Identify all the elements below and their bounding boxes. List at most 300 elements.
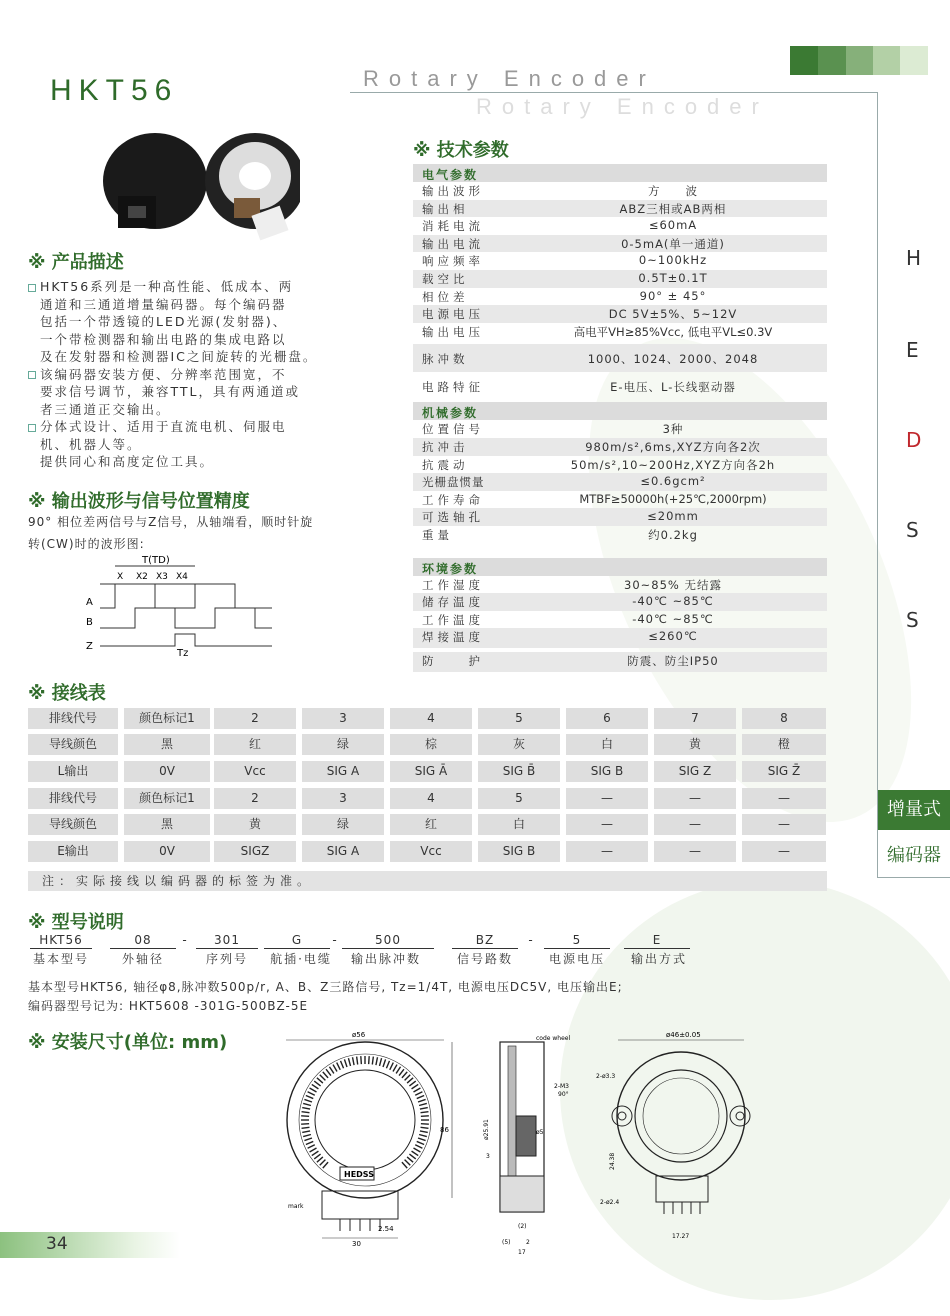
spec-row (413, 611, 827, 629)
spec-row (413, 628, 827, 648)
spec-value: 3种 (662, 422, 684, 437)
code-wheel-slot (393, 1065, 397, 1072)
spec-value: 防震、防尘IP50 (627, 654, 719, 669)
code-wheel-slot (323, 1162, 328, 1168)
code-wheel-slot (421, 1124, 429, 1125)
spec-row (413, 305, 827, 323)
wiring-cell: 白 (478, 814, 560, 835)
wiring-cell: 导线颜色 (28, 734, 118, 755)
waveform-text (28, 511, 313, 555)
spec-value: -40℃ ~85℃ (632, 594, 714, 609)
code-wheel-slot (413, 1088, 420, 1092)
brand-logo: HEDSS (344, 1170, 374, 1179)
code-wheel-slot (386, 1061, 389, 1068)
wiring-cell: 白 (566, 734, 648, 755)
model-underline (544, 948, 610, 949)
wave-label: X (117, 572, 124, 582)
dim-label: 3 (486, 1153, 490, 1160)
desc-line: 分体式设计、适用于直流电机、伺服电 (40, 419, 287, 434)
code-wheel-slot (383, 1059, 386, 1067)
code-wheel-slot (317, 1157, 323, 1162)
model-desc: 输出方式 (630, 952, 687, 966)
spec-value: -40℃ ~85℃ (632, 611, 714, 626)
header-bar-3 (846, 46, 873, 75)
wiring-cell: SIGZ (214, 841, 296, 862)
code-wheel-slot (405, 1075, 411, 1081)
spec-row (413, 593, 827, 611)
model-desc: 基本型号 (32, 952, 89, 966)
wiring-cell: — (566, 814, 648, 835)
spec-row (413, 200, 827, 218)
wiring-cell: 4 (390, 788, 472, 809)
code-wheel-slot (420, 1108, 428, 1110)
wiring-cell: SIG Z (654, 761, 736, 782)
code-wheel-slot (361, 1056, 362, 1064)
spec-key: 输出电流 (422, 236, 484, 251)
wiring-cell: 棕 (390, 734, 472, 755)
code-wheel-slot (419, 1134, 427, 1136)
spec-value: 0~100kHz (638, 253, 708, 268)
code-wheel-slot (303, 1103, 311, 1105)
code-wheel-slot (320, 1075, 326, 1081)
wiring-cell: — (742, 814, 826, 835)
code-wheel-slot (302, 1108, 310, 1110)
code-wheel-slot (399, 1069, 404, 1075)
code-wheel-slot (369, 1056, 370, 1064)
code-wheel-slot (396, 1067, 400, 1074)
wave-label: B (86, 617, 93, 628)
wiring-cell: 绿 (302, 734, 384, 755)
spec-key: 载空比 (422, 271, 469, 286)
page-subtitle: Rotary Encoder (363, 66, 656, 91)
wiring-cell: SIG B̄ (478, 761, 560, 782)
frame-line (350, 92, 878, 93)
wiring-cell: 2 (214, 708, 296, 729)
code-wheel-slot (418, 1138, 426, 1141)
model-example: 基本型号HKT56, 轴径φ8,脉冲数500p/r, A、B、Z三路信号, Tz=1/4T, 电源电压DC5V, 电压输出E; (28, 980, 623, 994)
wiring-cell: 橙 (742, 734, 826, 755)
spec-value: ≤260℃ (648, 629, 698, 644)
spec-value: 高电平VH≥85%Vcc, 低电平VL≤0.3V (573, 324, 773, 339)
page-number: 34 (46, 1234, 68, 1254)
spec-row (413, 182, 827, 200)
dim-label: 2-ø3.3 (596, 1073, 616, 1080)
code-wheel-slot (337, 1063, 341, 1070)
wiring-cell: 8 (742, 708, 826, 729)
dim-label: 2.54 (378, 1225, 394, 1233)
model-underline (342, 948, 434, 949)
code-wheel-slot (402, 1162, 407, 1168)
wiring-note-text: 注：实际接线以编码器的标签为准。 (42, 874, 315, 888)
spec-group-electrical (413, 164, 827, 182)
spec-row (413, 456, 827, 474)
spec-key: 光栅盘惯量 (422, 475, 485, 490)
wave-label: X3 (156, 572, 168, 582)
code-wheel-slot (320, 1160, 326, 1166)
code-wheel-slot (344, 1059, 347, 1067)
spec-value: 90° ± 45° (639, 288, 707, 303)
side-letter: S (906, 608, 919, 632)
spec-value: MTBF≥50000h(+25℃,2000rpm) (579, 491, 767, 506)
wiring-cell: 排线代号 (28, 708, 118, 729)
code-wheel-slots (301, 1056, 429, 1168)
spec-row (413, 652, 827, 672)
spec-row (413, 252, 827, 270)
wiring-note (28, 871, 827, 891)
code-wheel-slot (310, 1088, 317, 1092)
dim-label: 2-ø2.4 (600, 1199, 620, 1206)
spec-group-label: 电气参数 (422, 168, 479, 182)
section-heading-waveform: ※ 输出波形与信号位置精度 (28, 491, 250, 512)
wiring-cell: 红 (214, 734, 296, 755)
code-wheel-slot (412, 1084, 419, 1088)
wiring-cell: SIG Ā (390, 761, 472, 782)
spec-value: 约0.2kg (648, 527, 698, 542)
product-photo (100, 126, 300, 246)
code-wheel-slot (357, 1057, 358, 1065)
code-wheel-slot (306, 1141, 313, 1144)
front-view-drawing (280, 1026, 460, 1254)
dim-label: 90° (558, 1091, 569, 1098)
code-wheel-slot (415, 1092, 422, 1096)
wiring-cell: SIG A (302, 841, 384, 862)
wave-label: A (86, 597, 93, 608)
wiring-cell: 颜色标记1 (124, 788, 210, 809)
desc-line: 该编码器安装方便、分辨率范围宽，不 (40, 366, 287, 382)
spec-value: 方 波 (648, 184, 698, 198)
code-wheel-slot (301, 1124, 309, 1125)
wiring-cell: 2 (214, 788, 296, 809)
wiring-cell: 4 (390, 708, 472, 729)
spec-value: ≤0.6gcm² (640, 474, 706, 489)
model-code: 08 (134, 933, 152, 947)
model-code: 5 (572, 933, 582, 947)
wiring-cell: SIG B (478, 841, 560, 862)
wiring-cell: 黑 (124, 734, 210, 755)
code-wheel-slot (409, 1081, 415, 1086)
code-wheel-slot (323, 1072, 328, 1078)
spec-value: E-电压、L-长线驱动器 (610, 380, 736, 395)
section-heading-description: ※ 产品描述 (28, 252, 124, 273)
rear-view-drawing (596, 1026, 776, 1244)
section-heading-dimensions: ※ 安装尺寸(单位: mm) (28, 1032, 228, 1053)
dim-label: (2) (518, 1223, 527, 1230)
wiring-cell: Vcc (214, 761, 296, 782)
spec-row (413, 288, 827, 306)
wiring-cell: 绿 (302, 814, 384, 835)
model-code: 500 (375, 933, 401, 947)
code-wheel-slot (409, 1154, 415, 1159)
spec-value: 0-5mA(单一通道) (621, 236, 725, 251)
wiring-cell: SIG A (302, 761, 384, 782)
wiring-cell: 3 (302, 788, 384, 809)
wiring-cell: — (742, 788, 826, 809)
spec-key: 可选轴孔 (422, 510, 484, 525)
code-wheel-slot (341, 1061, 344, 1068)
spec-key: 抗震动 (422, 457, 469, 472)
spec-key: 重量 (422, 527, 453, 542)
code-wheel-slot (420, 1131, 428, 1133)
dim-label: 24.38 (609, 1152, 616, 1170)
dim-label: 30 (352, 1240, 361, 1248)
model-desc: 输出脉冲数 (350, 952, 421, 966)
code-wheel-slot (312, 1151, 319, 1155)
wave-label: Z (86, 641, 93, 652)
dim-label: ø56 (352, 1031, 366, 1039)
spec-value: DC 5V±5%、5~12V (608, 307, 738, 322)
section-heading-specs: ※ 技术参数 (413, 140, 509, 161)
wiring-cell: — (566, 788, 648, 809)
desc-line: 者三通道正交输出。 (40, 401, 171, 417)
spec-row (413, 420, 827, 438)
desc-line: HKT56系列是一种高性能、低成本、两 (40, 279, 294, 294)
code-wheel-slot (304, 1138, 312, 1141)
spec-row (413, 576, 827, 594)
code-wheel-slot (421, 1116, 429, 1117)
code-wheel-slot (407, 1157, 413, 1162)
wiring-cell: 3 (302, 708, 384, 729)
dim-label: ø5 (536, 1129, 544, 1136)
wiring-cell: 灰 (478, 734, 560, 755)
spec-group-environment (413, 558, 827, 576)
spec-key: 响应频率 (422, 254, 484, 269)
code-wheel-slot (415, 1145, 422, 1149)
wiring-cell: 黄 (214, 814, 296, 835)
side-letter: S (906, 518, 919, 542)
model-underline (624, 948, 690, 949)
model-underline (264, 948, 330, 949)
spec-row (413, 526, 827, 544)
wave-label: T(TD) (142, 555, 170, 566)
spec-value: ≤60mA (648, 218, 698, 233)
wave-label: X2 (136, 572, 148, 582)
spec-row (413, 217, 827, 235)
section-heading-wiring: ※ 接线表 (28, 683, 106, 704)
spec-row (413, 438, 827, 456)
model-dash: - (332, 933, 338, 947)
header-bar-2 (818, 46, 846, 75)
code-wheel-slot (312, 1084, 319, 1088)
code-wheel-slot (302, 1112, 310, 1113)
spec-key: 位置信号 (422, 422, 484, 437)
wiring-cell: — (654, 841, 736, 862)
code-wheel-slot (402, 1072, 407, 1078)
wiring-cell: — (742, 841, 826, 862)
header-bar-1 (790, 46, 818, 75)
page-title: HKT56 (50, 74, 179, 107)
model-desc: 电源电压 (548, 952, 605, 966)
page-subtitle-echo: Rotary Encoder (476, 94, 769, 119)
spec-group-label: 机械参数 (422, 406, 479, 421)
header-bar-5 (900, 46, 928, 75)
model-underline (110, 948, 176, 949)
code-wheel-slot (314, 1154, 320, 1159)
code-wheel-slot (348, 1058, 350, 1066)
waveform-diagram (80, 550, 280, 662)
spec-row (413, 508, 827, 526)
spec-key: 输出电压 (422, 324, 484, 339)
spec-key: 工作湿度 (422, 577, 484, 592)
code-wheel-slot (419, 1103, 427, 1105)
wiring-cell: 5 (478, 708, 560, 729)
wiring-cell: 红 (390, 814, 472, 835)
model-desc: 信号路数 (456, 952, 513, 966)
wiring-cell: SIG Z̄ (742, 761, 826, 782)
code-wheel-slot (412, 1151, 419, 1155)
waveform-text-line: 转(CW)时的波形图: (28, 537, 145, 551)
wiring-cell: 7 (654, 708, 736, 729)
dim-label: code wheel (536, 1035, 571, 1042)
spec-value: 30~85% 无结露 (624, 577, 722, 592)
dim-label: ø25.91 (483, 1119, 490, 1140)
dim-label: (5) (502, 1239, 511, 1246)
spec-key: 脉冲数 (422, 352, 469, 367)
spec-key: 消耗电流 (422, 219, 484, 234)
code-wheel-slot (326, 1069, 331, 1075)
desc-line: 要求信号调节，兼容TTL，具有两通道或 (40, 384, 301, 399)
wiring-cell: 黑 (124, 814, 210, 835)
category-tab-encoder[interactable]: 编码器 (887, 845, 941, 866)
category-tab-incremental[interactable]: 增量式 (878, 790, 950, 830)
desc-line: 包括一个带透镜的LED光源(发射器)、 (40, 314, 288, 329)
code-wheel-slot (405, 1160, 411, 1166)
dim-label: 17.27 (672, 1233, 690, 1240)
wave-label: X4 (176, 572, 188, 582)
wiring-cell: 5 (478, 788, 560, 809)
code-wheel-slot (302, 1131, 310, 1133)
spec-value: 1000、1024、2000、2048 (587, 352, 759, 367)
code-wheel-slot (421, 1112, 429, 1113)
code-wheel-slot (317, 1078, 323, 1083)
model-underline (452, 948, 518, 949)
spec-key: 防 护 (422, 654, 484, 669)
spec-key: 工作寿命 (422, 492, 484, 507)
dim-label: ø46±0.05 (666, 1031, 701, 1039)
model-desc: 序列号 (205, 952, 248, 966)
wiring-cell: E输出 (28, 841, 118, 862)
spec-value: 50m/s²,10~200Hz,XYZ方向各2h (570, 457, 776, 472)
code-wheel-slot (413, 1148, 420, 1152)
wiring-cell: Vcc (390, 841, 472, 862)
header-bar-4 (873, 46, 900, 75)
code-wheel-slot (308, 1145, 315, 1149)
spec-key: 工作温度 (422, 612, 484, 627)
model-code: BZ (475, 933, 495, 947)
spec-key: 相位差 (422, 289, 469, 304)
code-wheel-slot (302, 1127, 310, 1128)
code-wheel-slot (303, 1134, 311, 1136)
wiring-cell: L输出 (28, 761, 118, 782)
code-wheel-slot (306, 1096, 313, 1099)
wiring-cell: SIG B (566, 761, 648, 782)
spec-key: 储存温度 (422, 595, 484, 610)
code-wheel-slot (353, 1057, 355, 1065)
side-letter: H (906, 246, 922, 270)
wave-label: Tz (177, 648, 189, 659)
code-wheel-slot (310, 1148, 317, 1152)
code-wheel-slot (304, 1099, 312, 1102)
spec-value: ABZ三相或AB两相 (619, 201, 727, 216)
frame-line (877, 92, 878, 878)
spec-row (413, 323, 827, 341)
wiring-cell: — (654, 814, 736, 835)
wiring-cell: 6 (566, 708, 648, 729)
spec-key: 输出相 (422, 201, 469, 216)
wiring-cell: 0V (124, 761, 210, 782)
desc-line: 一个带检测器和输出电路的集成电路以 (40, 331, 287, 347)
waveform-text-line: 90° 相位差两信号与Z信号，从轴端看，顺时针旋 (28, 515, 314, 529)
spec-key: 抗冲击 (422, 439, 469, 454)
model-example-code: 编码器型号记为: HKT5608 -301G-500BZ-5E (28, 999, 309, 1013)
desc-line: 通道和三通道增量编码器。每个编码器 (40, 296, 287, 312)
spec-value: 980m/s²,6ms,XYZ方向各2次 (585, 439, 761, 454)
code-wheel-slot (376, 1057, 378, 1065)
wiring-cell: 导线颜色 (28, 814, 118, 835)
code-wheel-slot (390, 1063, 394, 1070)
dim-label: 17 (518, 1249, 526, 1256)
model-code: 301 (214, 933, 240, 947)
wiring-cell: — (566, 841, 648, 862)
side-letter-active: D (906, 428, 922, 452)
desc-line: 机、机器人等。 (40, 436, 142, 452)
dim-label: mark (288, 1203, 304, 1210)
side-view-drawing (478, 1026, 588, 1256)
model-code: G (291, 933, 303, 947)
code-wheel-slot (417, 1096, 424, 1099)
code-wheel-slot (379, 1058, 381, 1066)
spec-table (413, 164, 827, 672)
code-wheel-slot (372, 1057, 373, 1065)
spec-row (413, 235, 827, 253)
dim-label: 2 (526, 1239, 530, 1246)
dim-label: 2-M3 (554, 1083, 569, 1090)
model-dash: - (528, 933, 534, 947)
desc-line: 及在发射器和检测器IC之间旋转的光栅盘。 (40, 349, 318, 364)
model-underline (196, 948, 258, 949)
model-code: HKT56 (39, 933, 83, 947)
wiring-cell: 排线代号 (28, 788, 118, 809)
dim-label: 86 (440, 1126, 449, 1134)
spec-key: 输出波形 (422, 184, 484, 198)
model-desc: 航插·电缆 (270, 952, 332, 966)
desc-line: 提供同心和高度定位工具。 (40, 454, 215, 469)
code-wheel-slot (301, 1116, 309, 1117)
section-heading-model: ※ 型号说明 (28, 912, 124, 933)
spec-row (413, 372, 827, 400)
code-wheel-slot (329, 1067, 333, 1074)
code-wheel-slot (314, 1081, 320, 1086)
spec-row (413, 491, 827, 509)
model-underline (30, 948, 92, 949)
page-number-bar (0, 1232, 180, 1258)
code-wheel-slot (333, 1065, 337, 1072)
spec-value: ≤20mm (647, 509, 699, 524)
spec-group-mechanical (413, 402, 827, 420)
model-dash: - (182, 933, 188, 947)
spec-key: 焊接温度 (422, 630, 484, 645)
side-letter: E (906, 338, 919, 362)
spec-row (413, 473, 827, 491)
model-desc: 外轴径 (121, 952, 164, 966)
wiring-cell: 颜色标记1 (124, 708, 210, 729)
spec-key: 电源电压 (422, 307, 484, 322)
code-wheel-slot (417, 1141, 424, 1144)
frame-line (877, 877, 950, 878)
product-description (28, 278, 388, 471)
model-code: E (652, 933, 662, 947)
wiring-cell: 黄 (654, 734, 736, 755)
wiring-cell: 0V (124, 841, 210, 862)
